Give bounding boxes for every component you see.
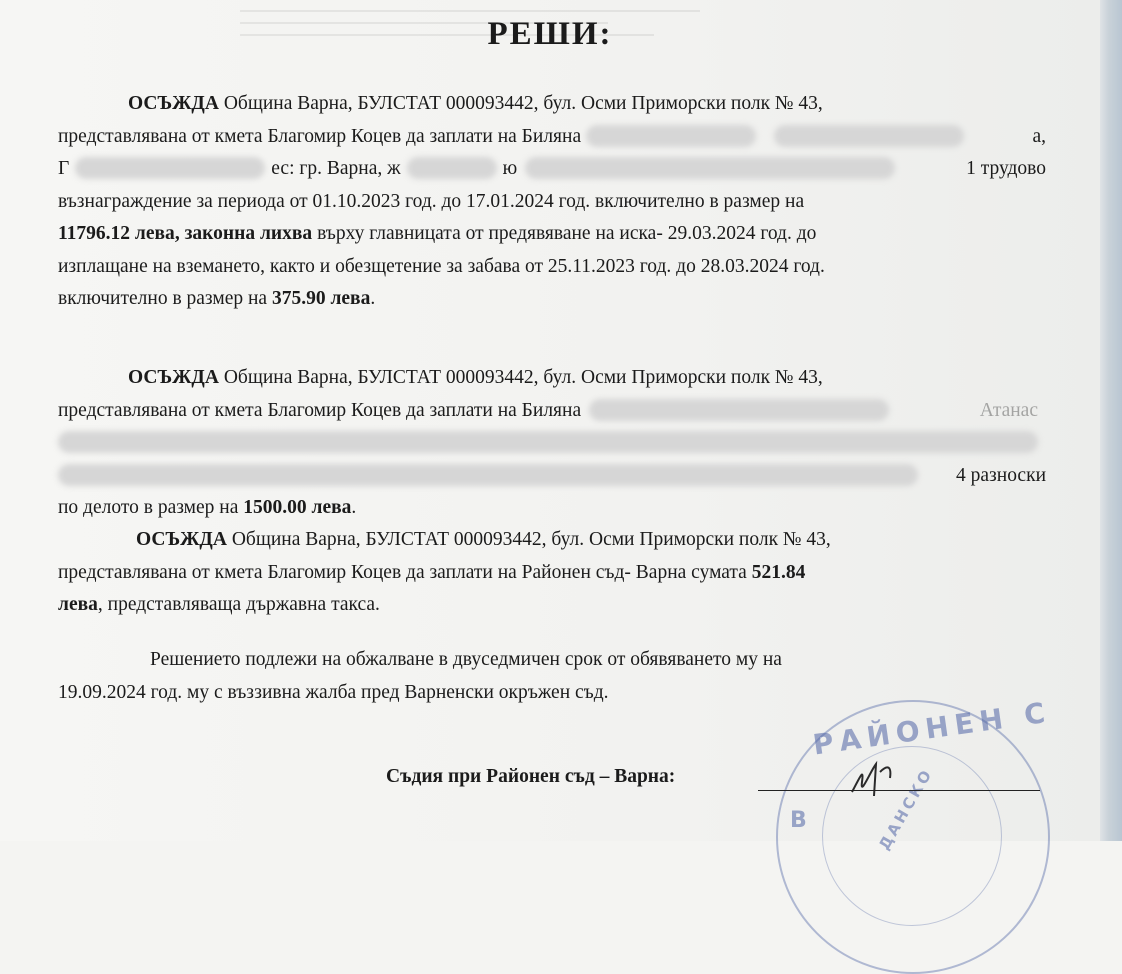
paragraph-2: ОСЪЖДА Община Варна, БУЛСТАТ 000093442, бул. Осми Приморски полк № 43, представлявана от кмета Благомир Коцев да заплати на Биляна Атанас 4 разноски по делото в размер на 1500.00 лева. bbox=[58, 367, 1046, 518]
judge-signature-label: Съдия при Районен съд – Варна: bbox=[386, 766, 676, 787]
redaction bbox=[58, 431, 1038, 453]
p2-lead: ОСЪЖДА bbox=[128, 367, 219, 388]
amount-fee: 521.84 bbox=[751, 561, 806, 583]
signature-line bbox=[758, 790, 1040, 791]
p1-lead: ОСЪЖДА bbox=[128, 93, 219, 114]
redaction bbox=[525, 157, 895, 179]
redaction bbox=[586, 125, 756, 147]
legal-interest: законна лихва bbox=[184, 223, 313, 244]
handwritten-signature-icon bbox=[842, 752, 912, 812]
page-title: РЕШИ: bbox=[487, 16, 613, 52]
redaction bbox=[75, 157, 265, 179]
stamp-text: РАЙОНЕН С bbox=[810, 695, 1053, 762]
paragraph-3: ОСЪЖДА Община Варна, БУЛСТАТ 000093442, бул. Осми Приморски полк № 43, представлявана от кмета Благомир Коцев да заплати на Районен съд- Варна сумата 521.84 лева, представляваща държавна такса. bbox=[58, 529, 831, 615]
redaction bbox=[589, 399, 889, 421]
amount-salary: 11796.12 лева bbox=[58, 223, 175, 244]
p3-lead: ОСЪЖДА bbox=[136, 529, 227, 550]
stamp-side-text: В bbox=[790, 808, 807, 833]
amount-damages: 375.90 лева bbox=[271, 288, 371, 309]
page-edge bbox=[1100, 0, 1122, 841]
amount-costs: 1500.00 лева bbox=[243, 497, 352, 518]
redaction bbox=[407, 157, 497, 179]
redaction bbox=[58, 464, 918, 486]
stamp-inner-text: ДАНСКО bbox=[875, 764, 937, 854]
paragraph-4: Решението подлежи на обжалване в двуседмичен срок от обявяването му на 19.09.2024 год. му с въззивна жалба пред Варненски окръжен съд. bbox=[58, 649, 782, 703]
redaction bbox=[774, 125, 964, 147]
paragraph-1: ОСЪЖДА Община Варна, БУЛСТАТ 000093442, бул. Осми Приморски полк № 43, представлявана от кмета Благомир Коцев да заплати на Биляна а, Г ес: гр. Варна, ж ю 1 трудово възнаграждение за периода от 01.10.2023 год. до 17.01.2024 год. включително в размер на 11796.12 лева, законна лихва върху главницата от предявяване на иска- 29.03.2024 год. до изплащане на вземането, както и обезщетение за забава от 25.11.2023 год. до 28.03.2024 год. включително в размер на 375.90 лева. bbox=[58, 93, 1046, 309]
amount-fee-currency: лева bbox=[58, 594, 98, 615]
